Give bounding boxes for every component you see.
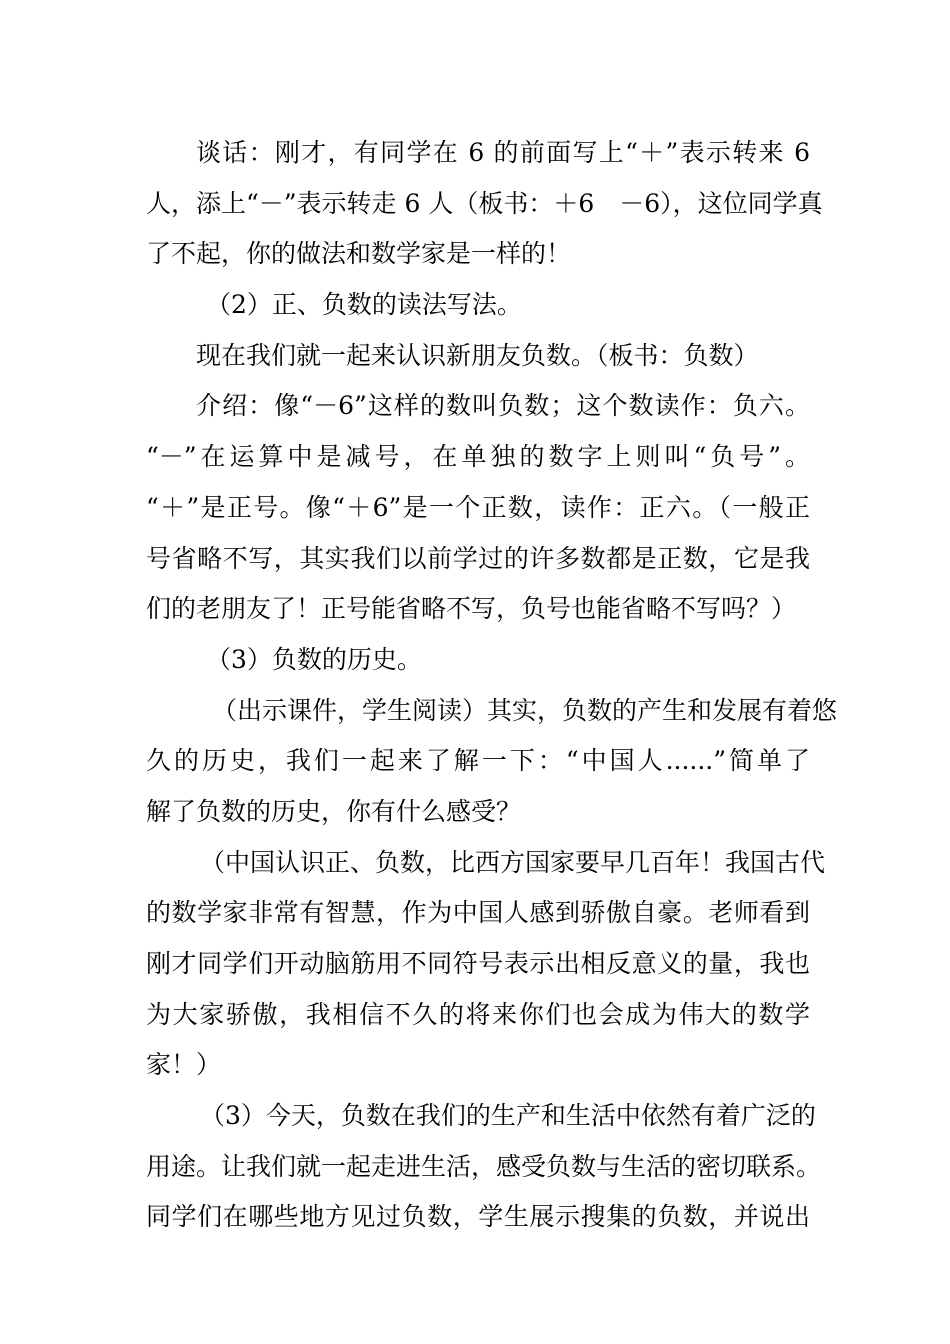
paragraph-line: （3）今天，负数在我们的生产和生活中依然有着广泛的 xyxy=(200,1101,816,1131)
paragraph-line: 解了负数的历史，你有什么感受？ xyxy=(146,796,522,826)
document-body xyxy=(146,128,838,1243)
paragraph-line: “＋”是正号。像“＋6”是一个正数，读作：正六。（一般正 xyxy=(146,492,810,522)
paragraph-line: 为大家骄傲，我相信不久的将来你们也会成为伟大的数学 xyxy=(146,999,810,1029)
section-heading: （3）负数的历史。 xyxy=(206,644,422,674)
paragraph-line: 介绍：像“－6”这样的数叫负数；这个数读作：负六。 xyxy=(196,391,810,421)
paragraph-line: 谈话：刚才，有同学在 6 的前面写上“＋”表示转来 6 xyxy=(196,138,810,167)
paragraph-line: 现在我们就一起来认识新朋友负数。（板书：负数） xyxy=(196,340,759,370)
paragraph-line: 同学们在哪些地方见过负数，学生展示搜集的负数，并说出 xyxy=(146,1202,810,1232)
paragraph-line: 家！） xyxy=(146,1050,222,1080)
paragraph-line: （中国认识正、负数，比西方国家要早几百年！我国古代 xyxy=(200,847,826,877)
paragraph-line: 人，添上“－”表示转走 6 人（板书：＋6 －6），这位同学真 xyxy=(146,188,823,218)
paragraph-line: （出示课件，学生阅读）其实，负数的产生和发展有着悠 xyxy=(212,695,838,725)
paragraph-line: 了不起，你的做法和数学家是一样的！ xyxy=(146,239,572,269)
paragraph-line: 久的历史，我们一起来了解一下：“中国人......”简单了 xyxy=(146,746,810,776)
paragraph-line: 的数学家非常有智慧，作为中国人感到骄傲自豪。老师看到 xyxy=(146,898,810,928)
paragraph-line: 用途。让我们就一起走进生活，感受负数与生活的密切联系。 xyxy=(146,1151,822,1181)
paragraph-line: 刚才同学们开动脑筋用不同符号表示出相反意义的量，我也 xyxy=(146,949,810,978)
paragraph-line: “－”在运算中是减号，在单独的数字上则叫“负号”。 xyxy=(146,442,810,472)
paragraph-line: 号省略不写，其实我们以前学过的许多数都是正数，它是我 xyxy=(146,543,810,573)
paragraph-line: 们的老朋友了！正号能省略不写，负号也能省略不写吗？） xyxy=(146,594,797,624)
section-heading: （2）正、负数的读法写法。 xyxy=(206,290,522,320)
